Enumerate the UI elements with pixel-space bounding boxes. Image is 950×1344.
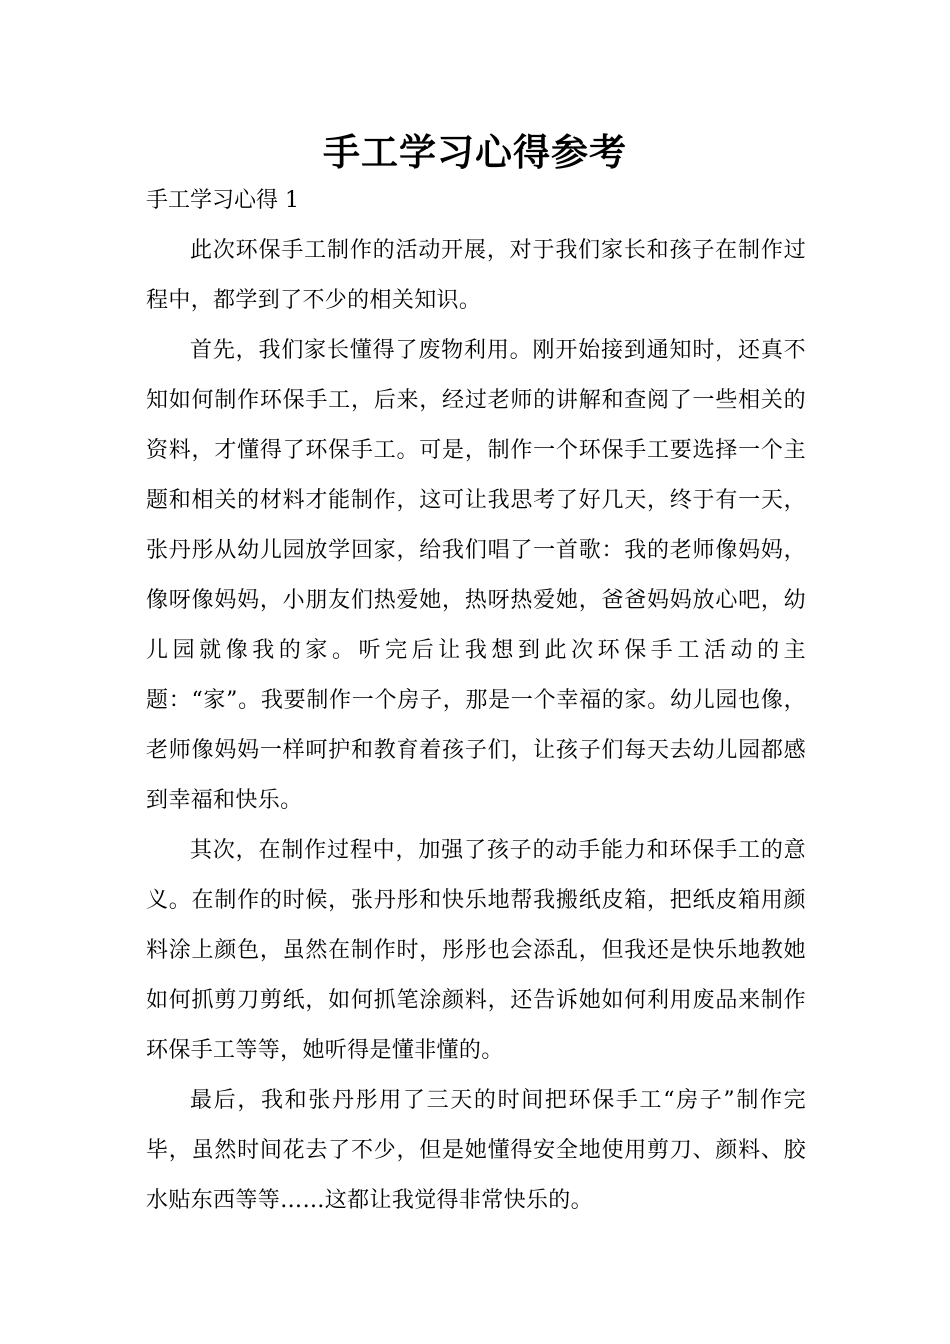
document-title: 手工学习心得参考 [323, 131, 627, 174]
paragraph-first: 首先，我们家长懂得了废物利用。刚开始接到通知时，还真不知如何制作环保手工，后来，经过老师的讲解和查阅了一些相关的资料，才懂得了环保手工。可是，制作一个环保手工要选择一个主题和相关的材料才能制作，这可让我思考了好几天，终于有一天，张丹彤从幼儿园放学回家，给我们唱了一首歌：我的老师像妈妈，像呀像妈妈，小朋友们热爱她，热呀热爱她，爸爸妈妈放心吧，幼儿园就像我的家。听完后让我想到此次环保手工活动的主题：“家”。我要制作一个房子，那是一个幸福的家。幼儿园也像，老师像妈妈一样呵护和教育着孩子们，让孩子们每天去幼儿园都感到幸福和快乐。 [146, 338, 806, 813]
paragraph-second: 其次，在制作过程中，加强了孩子的动手能力和环保手工的意义。在制作的时候，张丹彤和快乐地帮我搬纸皮箱，把纸皮箱用颜料涂上颜色，虽然在制作时，彤彤也会添乱，但我还是快乐地教她如何抓剪刀剪纸，如何抓笔涂颜料，还告诉她如何利用废品来制作环保手工等等，她听得是懂非懂的。 [146, 838, 806, 1063]
document-body [146, 226, 806, 1226]
paragraph-last: 最后，我和张丹彤用了三天的时间把环保手工“房子”制作完毕，虽然时间花去了不少，但是她懂得安全地使用剪刀、颜料、胶水贴东西等等……这都让我觉得非常快乐的。 [146, 1088, 806, 1213]
paragraph-intro: 此次环保手工制作的活动开展，对于我们家长和孩子在制作过程中，都学到了不少的相关知识。 [146, 238, 806, 313]
section-heading: 手工学习心得 1 [146, 188, 299, 213]
